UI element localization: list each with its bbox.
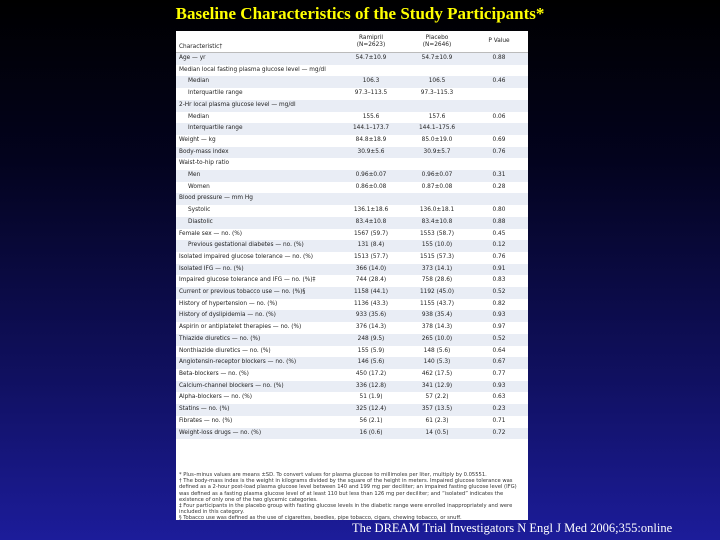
placebo-value: 265 (10.0) [404, 334, 470, 346]
p-value: 0.71 [492, 417, 506, 424]
row-label: 2-Hr local plasma glucose level — mg/dl [176, 100, 338, 112]
p-value: 0.77 [492, 370, 506, 377]
placebo-value: 85.0±19.0 [421, 136, 453, 143]
ramipril-value: 136.1±18.6 [353, 207, 389, 214]
footnote: § Tobacco use was defined as the use of cigarettes, beedies, pipe tobacco, cigars, chewing tobacco, or snuff. [179, 515, 462, 520]
row-label: Diastolic [176, 217, 338, 229]
table-row [176, 275, 528, 287]
p-value: 0.12 [470, 240, 528, 252]
p-value: 0.91 [470, 264, 528, 276]
p-value: 0.97 [492, 324, 506, 331]
ramipril-value: 450 (17.2) [355, 370, 387, 377]
p-value: 0.88 [470, 217, 528, 229]
ramipril-value: 54.7±10.9 [338, 53, 404, 65]
placebo-value: 1155 (43.7) [419, 300, 455, 307]
placebo-value [404, 65, 470, 77]
p-value: 0.52 [470, 287, 528, 299]
placebo-value: 1515 (57.3) [419, 253, 455, 260]
ramipril-value: 0.86±0.08 [355, 183, 387, 190]
table-row [176, 240, 528, 252]
placebo-value: 136.0±18.1 [419, 207, 455, 214]
table-row [176, 205, 528, 217]
table-row [176, 88, 528, 100]
placebo-value: 57 (2.2) [425, 394, 449, 401]
placebo-value: 0.87±0.08 [421, 183, 453, 190]
table-row [176, 322, 528, 334]
row-label: Fibrates — no. (%) [179, 417, 233, 424]
row-label: Interquartile range [176, 123, 338, 135]
header-p-value: P Value [470, 31, 528, 53]
placebo-value: 97.3–115.3 [420, 90, 454, 97]
p-value: 0.64 [492, 347, 506, 354]
citation: The DREAM Trial Investigators N Engl J Med 2006;355:online [352, 521, 673, 535]
p-value [470, 100, 528, 112]
ramipril-value: 51 (1.9) [359, 394, 383, 401]
footnote: † The body-mass index is the weight in kilograms divided by the square of the height in meters. Impaired glucose tolerance was defined as a 2-hour post-load plasma glucose level between 140 and 199 mg per deciliter; an impaired fasting glucose level (IFG) was defined as a fasting plasma glucose level of at least 110 but less than 126 mg per deciliter; and “isolated” indicates the existence of only one of the two glycemic categories. [179, 478, 517, 503]
ramipril-value: 376 (14.3) [355, 324, 387, 331]
table-row [176, 193, 528, 205]
table-footnotes [179, 472, 525, 520]
header-characteristic: Characteristic† [176, 31, 338, 53]
ramipril-value: 84.8±18.9 [355, 136, 387, 143]
ramipril-value: 0.96±0.07 [338, 170, 404, 182]
p-value [470, 123, 528, 135]
table-row [176, 381, 528, 393]
baseline-characteristics-table [176, 31, 528, 439]
row-label: History of dyslipidemia — no. (%) [176, 310, 338, 322]
p-value: 0.63 [492, 394, 506, 401]
p-value: 0.67 [470, 357, 528, 369]
table-row [176, 182, 528, 194]
row-label: Blood pressure — mm Hg [176, 193, 338, 205]
placebo-value: 14 (0.5) [404, 428, 470, 440]
p-value: 0.93 [470, 381, 528, 393]
ramipril-value: 744 (28.4) [355, 277, 387, 284]
p-value [470, 158, 528, 170]
placebo-value: 758 (28.6) [421, 277, 453, 284]
table-row [176, 158, 528, 170]
placebo-value: 144.1–175.6 [404, 123, 470, 135]
row-label: Angiotensin-receptor blockers — no. (%) [176, 357, 338, 369]
p-value: 0.46 [470, 76, 528, 88]
slide-title: Baseline Characteristics of the Study Participants* [175, 4, 545, 23]
table-row [176, 135, 528, 147]
table-row [176, 369, 528, 381]
p-value: 0.72 [470, 428, 528, 440]
ramipril-value: 131 (8.4) [338, 240, 404, 252]
table-row [176, 229, 528, 241]
table-row [176, 170, 528, 182]
ramipril-value: 155 (5.9) [357, 347, 385, 354]
ramipril-value: 1513 (57.7) [353, 253, 389, 260]
placebo-value: 148 (5.6) [423, 347, 451, 354]
table-row [176, 404, 528, 416]
row-label: Women [188, 183, 210, 190]
placebo-value: 462 (17.5) [421, 370, 453, 377]
ramipril-value [338, 100, 404, 112]
ramipril-value: 144.1–173.7 [338, 123, 404, 135]
row-label: Waist-to-hip ratio [179, 160, 230, 167]
row-label: Current or previous tobacco use — no. (%)§ [176, 287, 338, 299]
ramipril-value [338, 193, 404, 205]
row-label: Aspirin or antiplatelet therapies — no. (%) [179, 324, 302, 331]
p-value: 0.82 [492, 300, 506, 307]
table-row [176, 334, 528, 346]
p-value: 0.83 [492, 277, 506, 284]
table-row [176, 252, 528, 264]
row-label: Weight-loss drugs — no. (%) [176, 428, 338, 440]
row-label: Calcium-channel blockers — no. (%) [176, 381, 338, 393]
ramipril-value: 248 (9.5) [338, 334, 404, 346]
row-label: Nonthiazide diuretics — no. (%) [179, 347, 271, 354]
placebo-value: 83.4±10.8 [404, 217, 470, 229]
p-value [470, 88, 528, 100]
ramipril-value: 106.3 [338, 76, 404, 88]
table-row [176, 357, 528, 369]
footnote: * Plus–minus values are means ±SD. To convert values for plasma glucose to millimoles per liter, multiply by 0.05551. [179, 472, 487, 478]
placebo-value: 378 (14.3) [421, 324, 453, 331]
ramipril-value: 1567 (59.7) [353, 230, 389, 237]
placebo-value: 1553 (58.7) [419, 230, 455, 237]
table-row [176, 217, 528, 229]
p-value: 0.80 [492, 207, 506, 214]
row-label: Thiazide diuretics — no. (%) [176, 334, 338, 346]
baseline-table-image [176, 31, 528, 520]
ramipril-value: 146 (5.6) [338, 357, 404, 369]
placebo-value [404, 158, 470, 170]
placebo-value: 0.96±0.07 [404, 170, 470, 182]
ramipril-value: 1136 (43.3) [353, 300, 389, 307]
row-label: Systolic [188, 207, 211, 214]
ramipril-value: 56 (2.1) [359, 417, 383, 424]
table-header-row [176, 31, 528, 53]
table-row [176, 428, 528, 440]
row-label: Alpha-blockers — no. (%) [179, 394, 253, 401]
ramipril-value: 933 (35.6) [338, 310, 404, 322]
row-label: Body-mass index [176, 147, 338, 159]
row-label: Weight — kg [179, 136, 216, 143]
table-row [176, 76, 528, 88]
p-value: 0.69 [492, 136, 506, 143]
ramipril-value: 155.6 [362, 113, 380, 120]
ramipril-value [338, 158, 404, 170]
placebo-value [404, 100, 470, 112]
row-label: History of hypertension — no. (%) [179, 300, 278, 307]
ramipril-value: 325 (12.4) [338, 404, 404, 416]
p-value: 0.52 [470, 334, 528, 346]
row-label: Statins — no. (%) [176, 404, 338, 416]
row-label: Isolated IFG — no. (%) [176, 264, 338, 276]
placebo-value: 357 (13.5) [404, 404, 470, 416]
ramipril-value: 97.3–113.5 [354, 90, 388, 97]
placebo-value: 30.9±5.7 [404, 147, 470, 159]
row-label: Interquartile range [188, 90, 243, 97]
p-value: 0.06 [492, 113, 506, 120]
ramipril-value: 1158 (44.1) [338, 287, 404, 299]
row-label: Median [188, 113, 210, 120]
table-row [176, 112, 528, 124]
table-row [176, 53, 528, 65]
placebo-value: 155 (10.0) [404, 240, 470, 252]
table-row [176, 299, 528, 311]
row-label: Age — yr [176, 53, 338, 65]
table-body [176, 53, 528, 440]
placebo-value: 1192 (45.0) [404, 287, 470, 299]
row-label: Isolated impaired glucose tolerance — no. (%) [179, 253, 314, 260]
table-row [176, 310, 528, 322]
footnote: ‡ Four participants in the placebo group with fasting glucose levels in the diabetic range were enrolled inappropriately and were included in this category. [179, 503, 513, 516]
placebo-value: 938 (35.4) [404, 310, 470, 322]
placebo-value: 54.7±10.9 [404, 53, 470, 65]
p-value: 0.88 [470, 53, 528, 65]
p-value: 0.76 [492, 253, 506, 260]
header-ramipril: Ramipril (N=2623) [338, 31, 404, 53]
row-label: Median [176, 76, 338, 88]
header-placebo: Placebo (N=2646) [404, 31, 470, 53]
placebo-value: 341 (12.9) [404, 381, 470, 393]
p-value: 0.28 [492, 183, 506, 190]
ramipril-value: 366 (14.0) [338, 264, 404, 276]
p-value: 0.45 [492, 230, 506, 237]
table-row [176, 147, 528, 159]
row-label: Beta-blockers — no. (%) [179, 370, 249, 377]
table-row [176, 100, 528, 112]
p-value [470, 65, 528, 77]
p-value: 0.76 [470, 147, 528, 159]
placebo-value: 157.6 [428, 113, 446, 120]
placebo-value [404, 193, 470, 205]
placebo-value: 106.5 [404, 76, 470, 88]
row-label: Median local fasting plasma glucose level — mg/dl [179, 66, 326, 73]
row-label: Previous gestational diabetes — no. (%) [176, 240, 338, 252]
table-row [176, 264, 528, 276]
ramipril-value: 336 (12.8) [338, 381, 404, 393]
table-row [176, 287, 528, 299]
ramipril-value [338, 65, 404, 77]
table-row [176, 346, 528, 358]
ramipril-value: 30.9±5.6 [338, 147, 404, 159]
table-row [176, 123, 528, 135]
p-value: 0.23 [470, 404, 528, 416]
p-value [470, 193, 528, 205]
placebo-value: 140 (5.3) [404, 357, 470, 369]
table-row [176, 392, 528, 404]
table-row [176, 416, 528, 428]
p-value: 0.31 [470, 170, 528, 182]
ramipril-value: 16 (0.6) [338, 428, 404, 440]
p-value: 0.93 [470, 310, 528, 322]
row-label: Female sex — no. (%) [179, 230, 243, 237]
row-label: Impaired glucose tolerance and IFG — no. (%)‡ [179, 277, 316, 284]
placebo-value: 373 (14.1) [404, 264, 470, 276]
row-label: Men [176, 170, 338, 182]
placebo-value: 61 (2.3) [425, 417, 449, 424]
ramipril-value: 83.4±10.8 [338, 217, 404, 229]
table-row [176, 65, 528, 77]
